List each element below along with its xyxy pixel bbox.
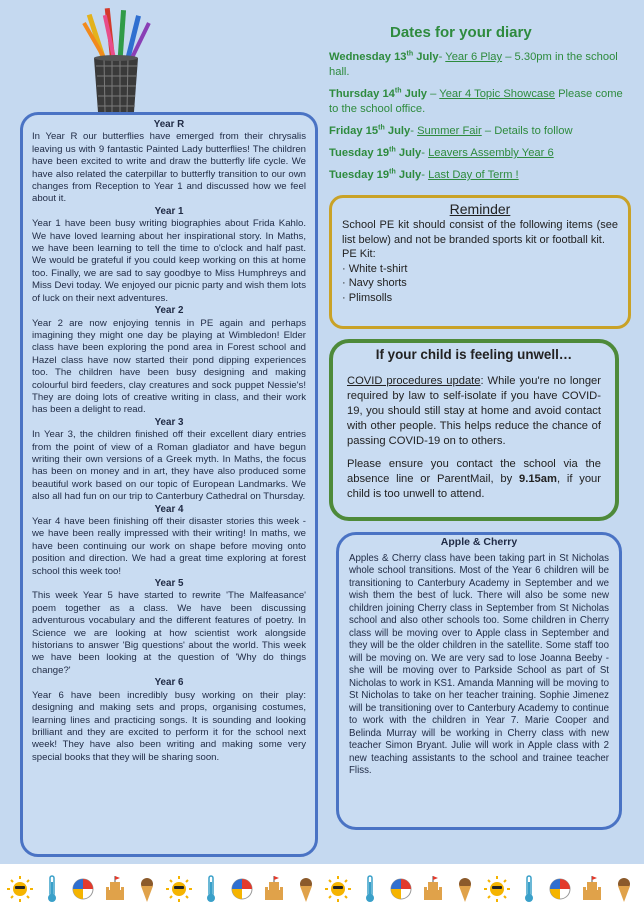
diary-item: Tuesday 19th July- Leavers Assembly Year 6 [329, 146, 554, 159]
year-4-heading: Year 4 [154, 503, 184, 515]
apple-cherry-text: Apples & Cherry class have been taking part in St Nicholas whole school transitions. Most of the Year 6 children will be transitioning to Canterbury Academy in September and we wish them the best of luck. There will also be some new children joining Cherry class in September from St Nicholas school and also other schools too. Some children in Cherry class will be moving over to Apple class in September and they will be the older children in the satellite. Some staff too will be moving on. We are very sad to lose Joanna Beeby - she will be moving over to Parkside School as part of St Nicholas to work in KS1. Amanda Manning will be moving to St Nicholas to take on her teacher training. Sophie Jimenez will be transitioning over to Canterbury Academy to continue to work with the children in Year 7. Marie Cooper and Belinda Murray will be working in Cherry class with new teacher Simon Bryant. Julie will work in Apple class with 2 new teaching assistants to the school and trainee teacher Fliss. [349, 552, 609, 776]
diary-list [329, 50, 629, 190]
sun-icon [325, 874, 351, 904]
diary-title: Dates for your diary [390, 24, 532, 41]
list-item: · White t-shirt [342, 262, 618, 277]
sandcastle-icon [579, 874, 605, 904]
diary-item: Wednesday 13th July- Year 6 Play – 5.30pm in the school hall. [329, 50, 618, 78]
year-1-heading: Year 1 [154, 205, 184, 217]
pe-kit-list [342, 262, 618, 306]
year-groups-panel [20, 112, 318, 857]
unwell-box [329, 339, 619, 521]
ice-cream-icon [611, 874, 637, 904]
thermometer-icon [516, 874, 542, 904]
sandcastle-icon [102, 874, 128, 904]
beach-ball-icon [547, 874, 573, 904]
sun-icon [484, 874, 510, 904]
year-3-heading: Year 3 [154, 416, 184, 428]
list-item: · Plimsolls [342, 291, 618, 306]
thermometer-icon [198, 874, 224, 904]
apple-cherry-panel [336, 532, 622, 830]
thermometer-icon [39, 874, 65, 904]
reminder-title: Reminder [449, 201, 511, 217]
apple-cherry-heading: Apple & Cherry [440, 536, 518, 548]
diary-event-link[interactable]: Year 6 Play [445, 51, 503, 63]
diary-item: Thursday 14th July – Year 4 Topic Showcase Please come to the school office. [329, 87, 623, 115]
year-5-text: This week Year 5 have started to rewrite 'The Malfeasance' poem together as a class. We have been discussing adventurous vocabulary and the different features of poetry. In Science we are looking at how scientist work alongside historians to answer 'Big questions' about the world. This week we have been looking at the question of 'Why do things change?' [32, 590, 306, 676]
reminder-box [329, 195, 631, 329]
list-item: · Navy shorts [342, 276, 618, 291]
ice-cream-icon [293, 874, 319, 904]
unwell-title: If your child is feeling unwell… [375, 347, 573, 362]
reminder-intro: School PE kit should consist of the following items (see list below) and not be branded sports kit or football kit. [342, 219, 618, 246]
year-5-heading: Year 5 [154, 578, 184, 590]
year-r-heading: Year R [153, 119, 185, 130]
sun-icon [7, 874, 33, 904]
beach-ball-icon [70, 874, 96, 904]
year-3-text: In Year 3, the children finished off their excellent diary entries from the point of view of a Roman gladiator and have begun writing their own versions of a Greek myth. In Maths, the focus has been on money and in art, they have also produced some beautiful work based on our topic of European Landmarks. We also all had fun on our trip to Canterbury Cathedral on Thursday. [32, 429, 306, 503]
pencil-cup-icon [80, 8, 152, 118]
thermometer-icon [357, 874, 383, 904]
ice-cream-icon [452, 874, 478, 904]
year-1-text: Year 1 have been busy writing biographies about Frida Kahlo. We have loved learning about her inspirational story. In Maths, we have been learning to tell the time to o'clock and half past. We would be grateful if you could keep working on this at home too. Finally, we are sad to say goodbye to Miss Humphreys and Miss Devi today. We enjoyed our picnic party and wish them lots of luck on their next adventures. [32, 218, 306, 304]
absence-paragraph: Please ensure you contact the school via the absence line or ParentMail, by 9.15am, if your child is too unwell to attend. [347, 458, 601, 500]
year-4-text: Year 4 have been finishing off their disaster stories this week - we have been really impressed with their writing! In maths, we have been continuing our work on shape before moving onto position and direction. We had a great time exploring at forest school this week too! [32, 516, 306, 577]
beach-ball-icon [229, 874, 255, 904]
ice-cream-icon [134, 874, 160, 904]
covid-procedures-link[interactable]: COVID procedures update [347, 375, 481, 387]
sandcastle-icon [261, 874, 287, 904]
diary-item: Friday 15th July- Summer Fair – Details to follow [329, 124, 573, 137]
covid-paragraph: COVID procedures update: While you're no longer required by law to self-isolate if you have COVID-19, you should still stay at home and avoid contact with other people. This helps reduce the chance of passing COVID-19 on to others. [347, 375, 601, 447]
year-6-text: Year 6 have been incredibly busy working on their play: designing and making sets and props, organising costumes, learning lines and practicing songs. It is sounding and looking brilliant and they are excited to perform it for the school next week! They have also been writing and making some very special books that they will be sharing soon. [32, 689, 306, 763]
diary-event-link[interactable]: Last Day of Term ! [428, 169, 519, 181]
year-2-text: Year 2 are now enjoying tennis in PE again and perhaps imagining they might one day be playing at Wimbledon! Elder class have been exploring the pond area in Forest school and Hazel class have now started their pond dipping experiences too. The children have been busy designing and making colourful bird feeders, clay creatures and sock puppet Nessie's! They are doing lots of creative writing in class, and their work has been a delight to read. [32, 317, 306, 416]
diary-event-link[interactable]: Year 4 Topic Showcase [439, 88, 555, 100]
sandcastle-icon [420, 874, 446, 904]
diary-event-link[interactable]: Leavers Assembly Year 6 [428, 147, 554, 159]
footer-icon-strip [0, 864, 644, 914]
year-r-text: In Year R our butterflies have emerged from their chrysalis leaving us with 9 fantastic Painted Lady butterflies! The children have been excited to write and draw the butterfly life cycle. We have also related the caterpillar to butterfly transition to our own changes from Reception to Year 1 and discussed how we feel about it. [32, 131, 306, 205]
beach-ball-icon [388, 874, 414, 904]
pe-kit-label: PE Kit: [342, 248, 376, 260]
year-2-heading: Year 2 [154, 305, 184, 317]
sun-icon [166, 874, 192, 904]
diary-event-link[interactable]: Summer Fair [417, 125, 482, 137]
diary-item: Tuesday 19th July- Last Day of Term ! [329, 168, 519, 181]
year-6-heading: Year 6 [154, 677, 184, 689]
